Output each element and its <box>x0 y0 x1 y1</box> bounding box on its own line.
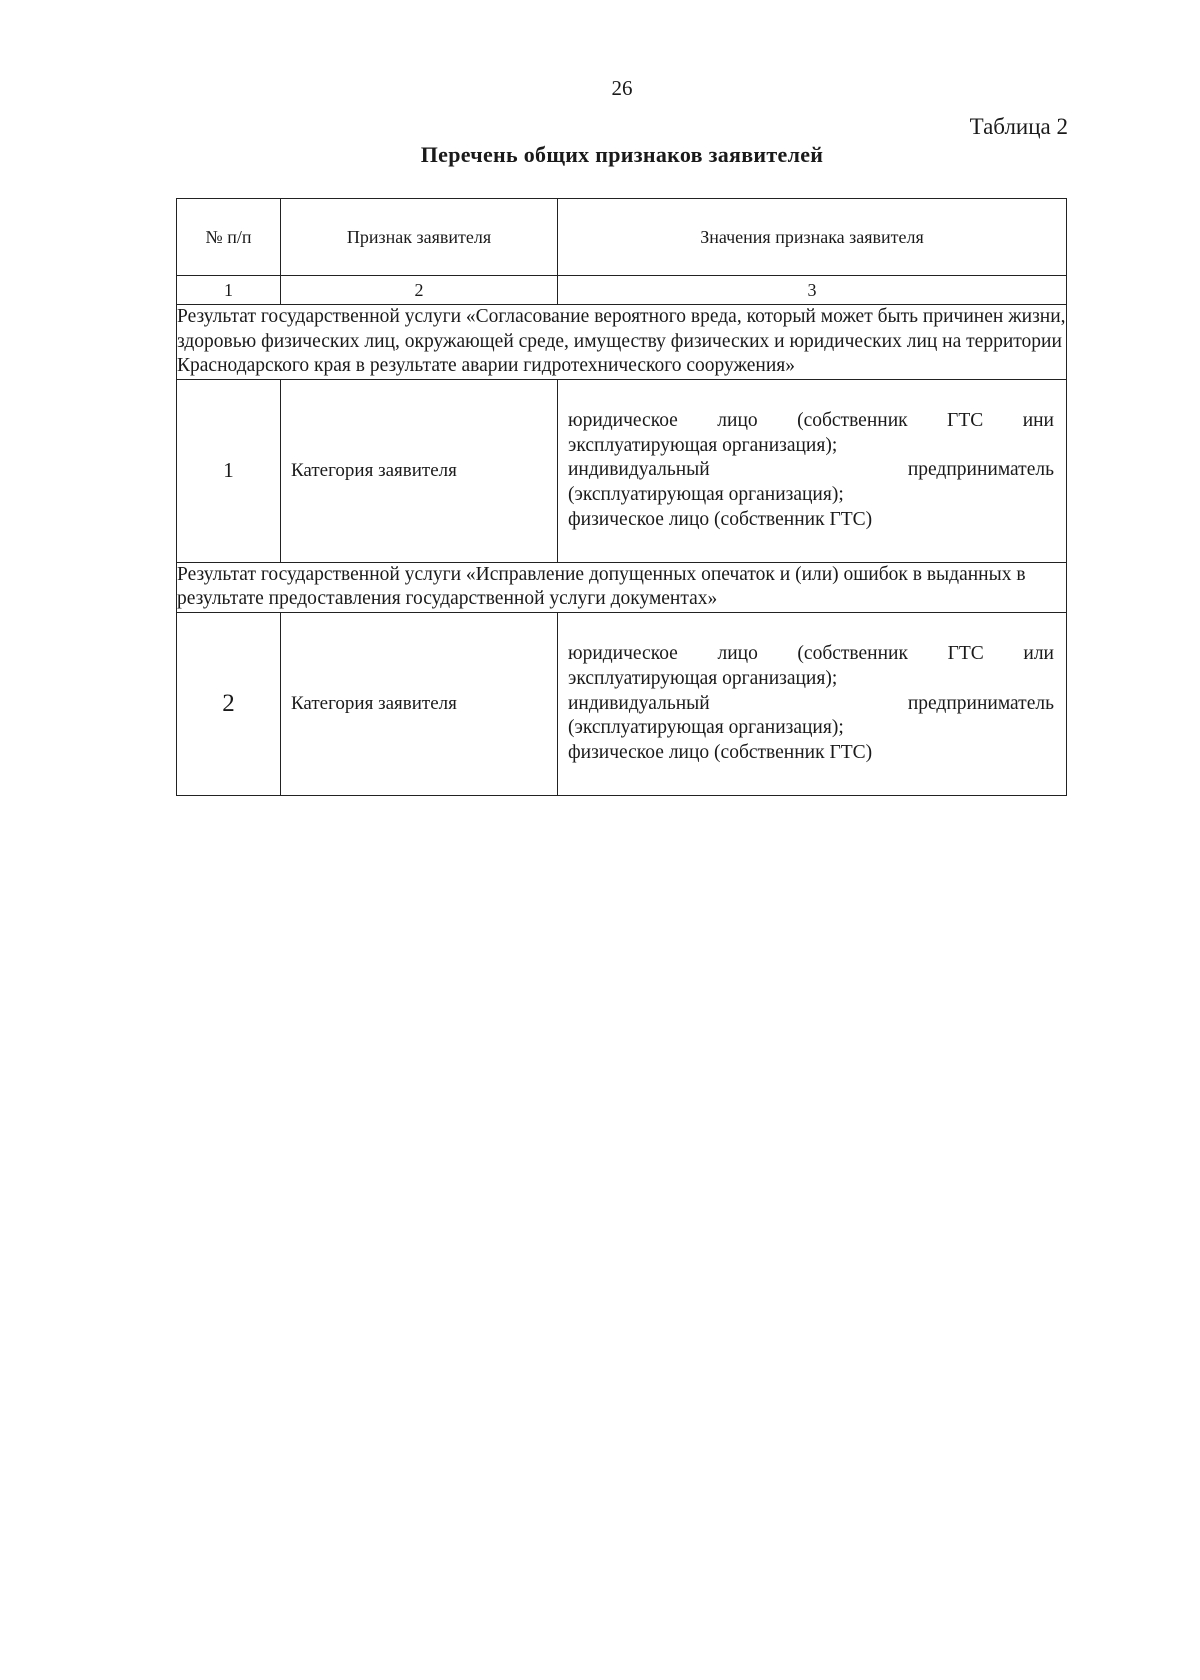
header-attribute: Признак заявителя <box>281 199 558 276</box>
row-attribute: Категория заявителя <box>281 379 558 562</box>
page-title: Перечень общих признаков заявителей <box>420 142 824 167</box>
section-heading-row <box>177 305 1067 380</box>
row-values <box>558 379 1067 562</box>
value-line: (эксплуатирующая организация); <box>568 483 844 505</box>
column-number: 3 <box>558 276 1067 305</box>
table-label: Таблица 2 <box>969 114 1068 139</box>
column-numbers-row <box>177 276 1067 305</box>
value-line: эксплуатирующая организация); <box>568 667 838 689</box>
value-line: индивидуальный предприниматель <box>568 459 1054 481</box>
row-number: 2 <box>177 612 281 795</box>
table-row <box>177 612 1067 795</box>
applicant-attributes-table <box>176 198 1067 796</box>
value-line: физическое лицо (собственник ГТС) <box>568 508 873 530</box>
value-line: физическое лицо (собственник ГТС) <box>568 741 873 763</box>
value-line: эксплуатирующая организация); <box>568 434 838 456</box>
column-number: 1 <box>177 276 281 305</box>
header-values: Значения признака заявителя <box>558 199 1067 276</box>
value-line: юридическое лицо (собственник ГТС ини <box>568 410 1054 432</box>
row-values <box>558 612 1067 795</box>
value-line: (эксплуатирующая организация); <box>568 717 844 739</box>
row-number: 1 <box>177 379 281 562</box>
table-row <box>177 379 1067 562</box>
header-number: № п/п <box>177 199 281 276</box>
value-line: индивидуальный предприниматель <box>568 692 1054 714</box>
section-heading-row <box>177 562 1067 612</box>
column-number: 2 <box>281 276 558 305</box>
page-number: 26 <box>611 76 633 100</box>
value-line: юридическое лицо (собственник ГТС или <box>568 643 1054 665</box>
section-heading: Результат государственной услуги «Исправление допущенных опечаток и (или) ошибок в выданных в результате предоставления государственной услуги документах» <box>177 562 1067 612</box>
section-heading: Результат государственной услуги «Согласование вероятного вреда, который может быть причинен жизни, здоровью физических лиц, окружающей среде, имуществу физических и юридических лиц на территории Краснодарского края в результате аварии гидротехнического сооружения» <box>177 305 1067 380</box>
row-attribute: Категория заявителя <box>281 612 558 795</box>
table-header-row <box>177 199 1067 276</box>
